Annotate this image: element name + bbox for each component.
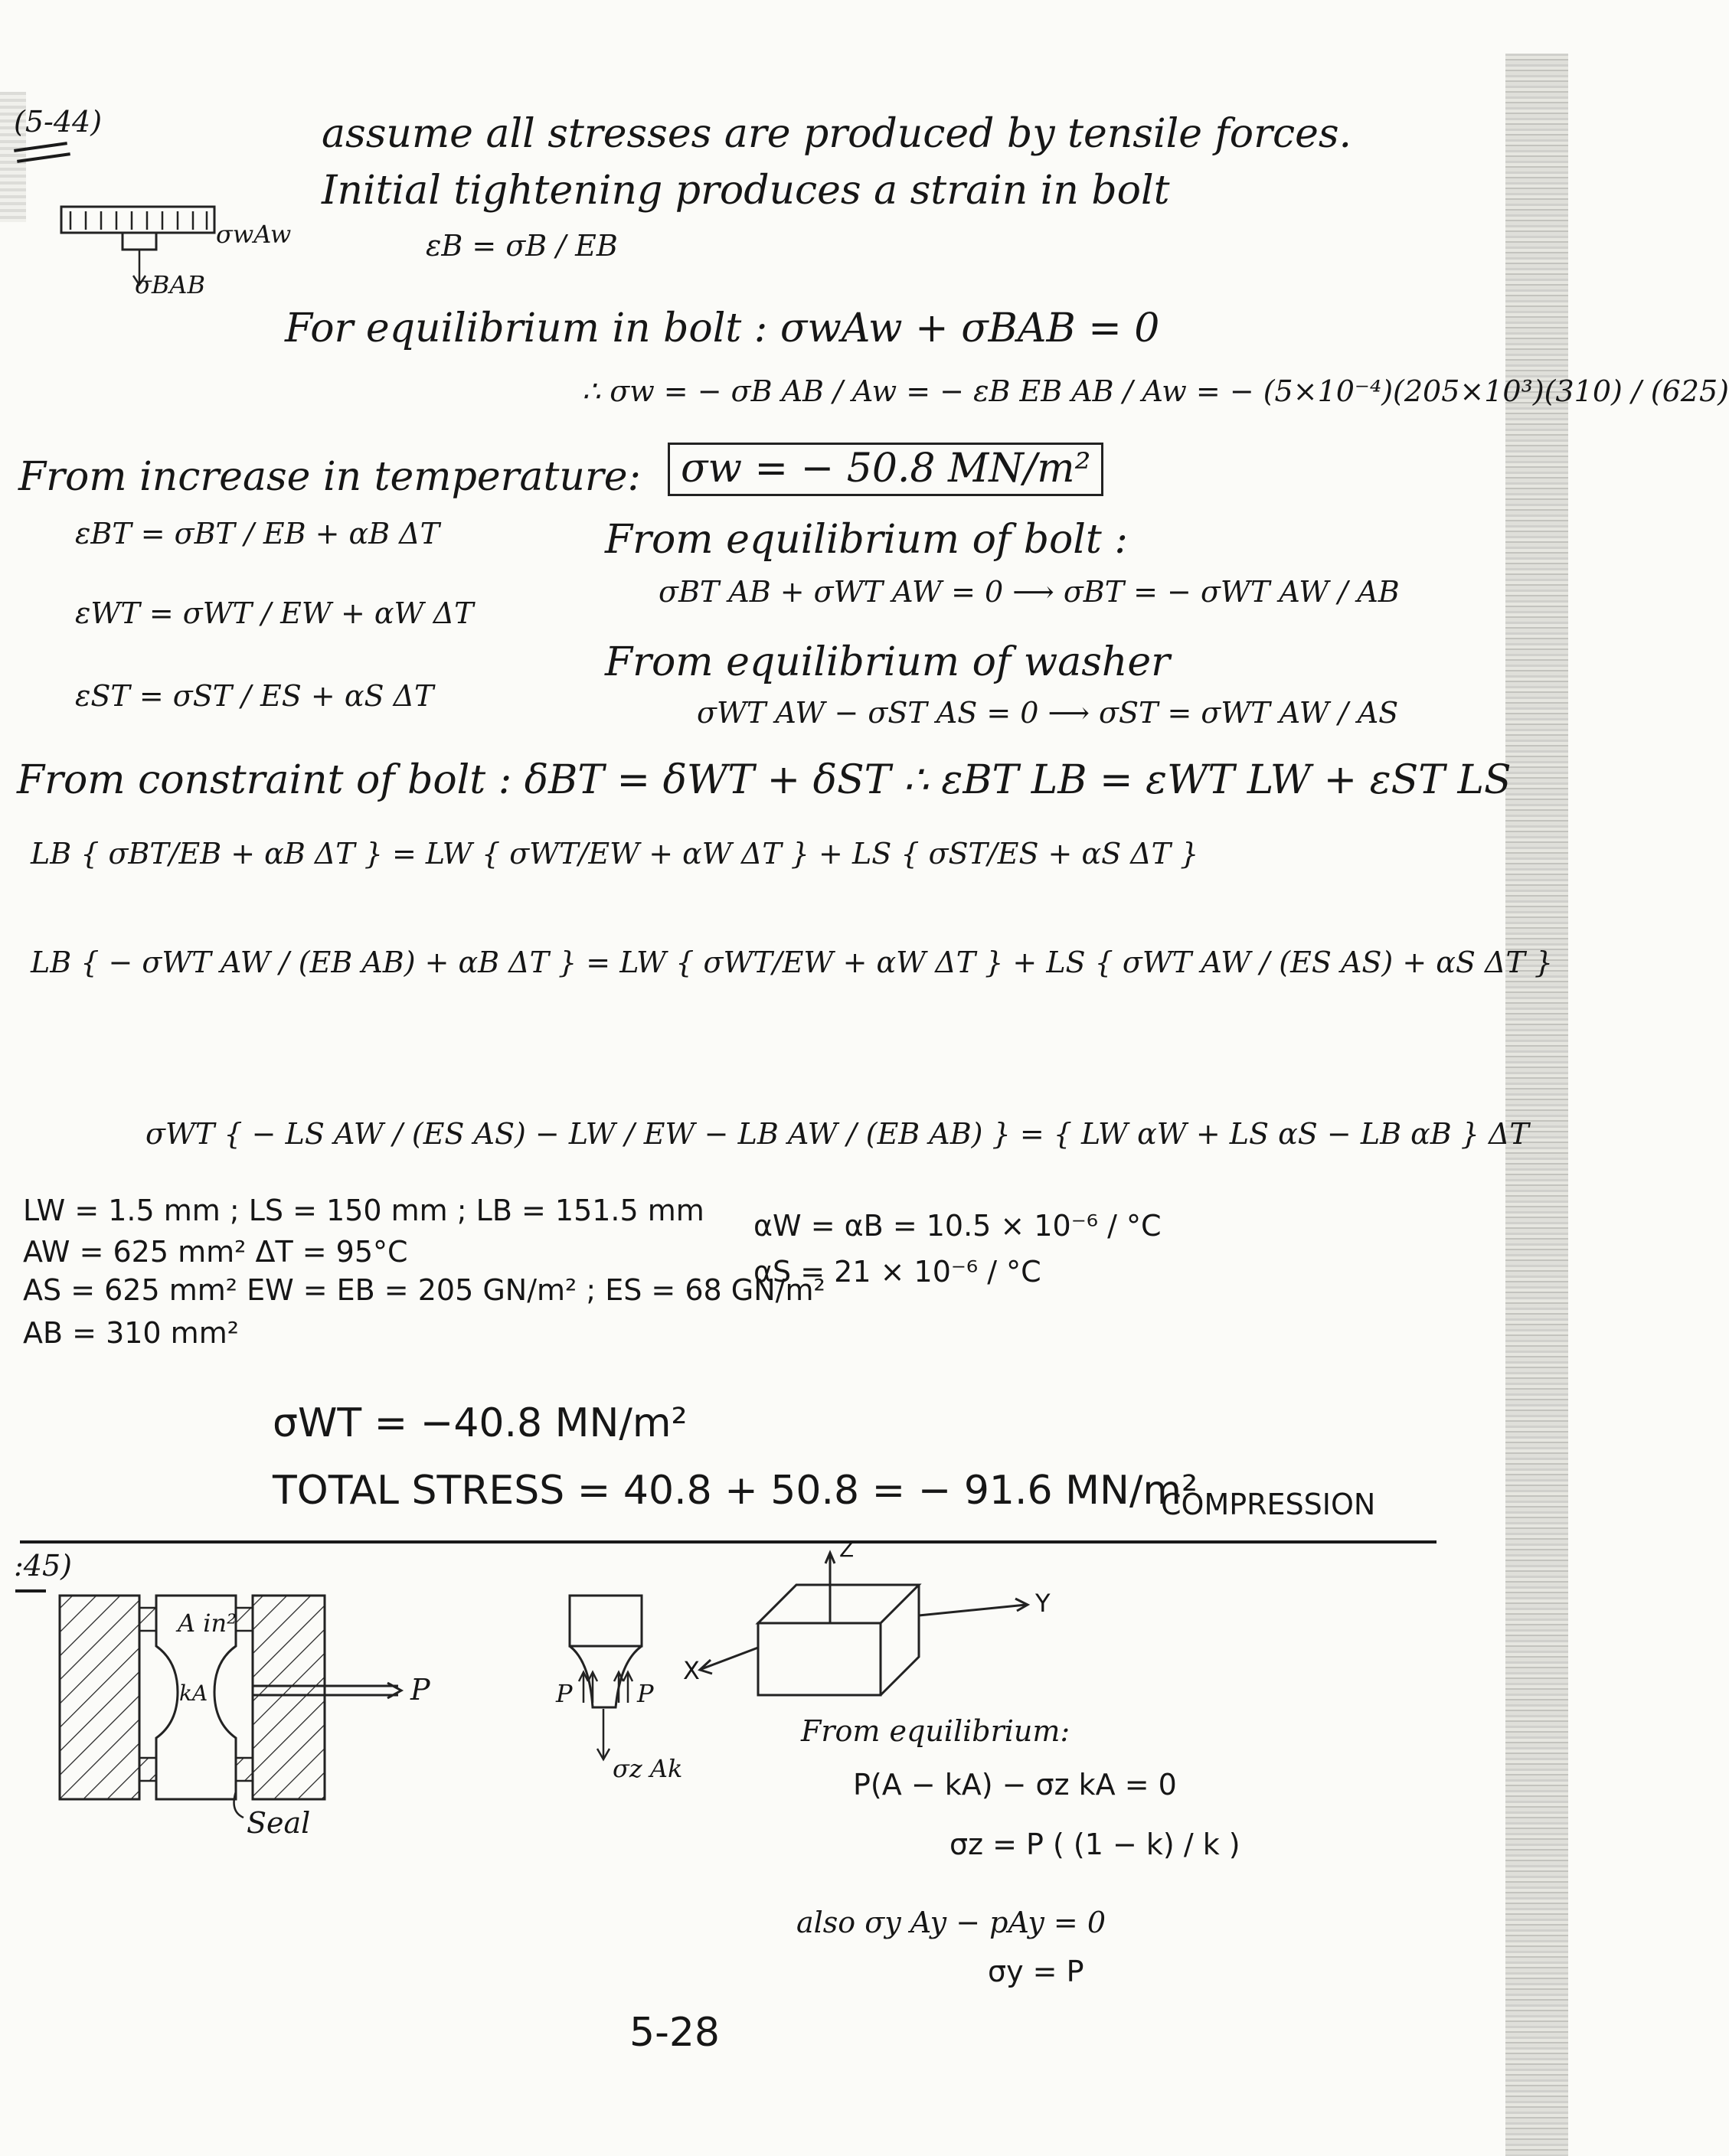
sigma-wt-result: σWT = −40.8 MN/m² xyxy=(273,1400,688,1446)
sigma-w-expression: ∴ σw = − σB AB / Aw = − εB EB AB / Aw = − (5×10⁻⁴)(205×10³)(310) / (625) xyxy=(582,374,1729,408)
fig-pressure-label: P xyxy=(410,1673,430,1707)
fig-seal-label: Seal xyxy=(247,1806,311,1840)
given-alpha-s: αS = 21 × 10⁻⁶ / °C xyxy=(753,1255,1041,1289)
sigma-w-result-box: σw = − 50.8 MN/m² xyxy=(668,443,1103,496)
bolt-equilibrium-heading: From equilibrium of bolt : xyxy=(605,517,1128,563)
given-ab: AB = 310 mm² xyxy=(23,1316,239,1350)
fbd-left-pressure: P xyxy=(556,1679,573,1708)
fig-area-label: A in² xyxy=(178,1609,237,1638)
fbd-washer-force: σwAw xyxy=(216,220,292,249)
fbd-bolt-force: σBAB xyxy=(135,270,205,299)
strain-definition: εB = σB / EB xyxy=(426,229,618,263)
axis-x-label: X xyxy=(683,1656,700,1685)
washer-equilibrium-heading: From equilibrium of washer xyxy=(605,639,1171,685)
given-alpha-w-b: αW = αB = 10.5 × 10⁻⁶ / °C xyxy=(753,1209,1162,1243)
equation-545-a: P(A − kA) − σz kA = 0 xyxy=(853,1768,1177,1802)
compatibility-equation-2: LB { − σWT AW / (EB AB) + αB ΔT } = LW { σWT/EW + αW ΔT } + LS { σWT AW / (ES AS) + αS ΔT } xyxy=(31,946,1554,979)
equation-545-c: also σy Ay − pAy = 0 xyxy=(796,1906,1106,1939)
fig-ka-label: kA xyxy=(179,1681,208,1706)
equilibrium-bolt: For equilibrium in bolt : σwAw + σBAB = 0 xyxy=(285,305,1160,351)
compression-label: COMPRESSION xyxy=(1161,1488,1376,1521)
eps-st-equation: εST = σST / ES + αS ΔT xyxy=(75,679,434,713)
eps-wt-equation: εWT = σWT / EW + αW ΔT xyxy=(75,596,474,630)
eps-bt-equation: εBT = σBT / EB + αB ΔT xyxy=(75,517,440,550)
compatibility-equation-1: LB { σBT/EB + αB ΔT } = LW { σWT/EW + αW ΔT } + LS { σST/ES + αS ΔT } xyxy=(31,837,1199,871)
fbd-bottom-force: σz Ak xyxy=(613,1754,683,1783)
compatibility-equation-3: σWT { − LS AW / (ES AS) − LW / EW − LB AW / (EB AB) } = { LW αW + LS αS − LB αB } ΔT xyxy=(145,1117,1529,1151)
given-as-moduli: AS = 625 mm² EW = EB = 205 GN/m² ; ES = 68 GN/m² xyxy=(23,1273,825,1307)
bolt-constraint: From constraint of bolt : δBT = δWT + δST ∴ εBT LB = εWT LW + εST LS xyxy=(17,757,1512,803)
axis-z-label: Z xyxy=(839,1537,855,1562)
page-number: 5-28 xyxy=(629,2010,721,2056)
intro-line-1: assume all stresses are produced by tensile forces. xyxy=(322,111,1352,157)
bolt-equilibrium-equation: σBT AB + σWT AW = 0 ⟶ σBT = − σWT AW / AB xyxy=(659,575,1400,609)
equilibrium-heading-545: From equilibrium: xyxy=(801,1714,1070,1748)
intro-line-2: Initial tightening produces a strain in bolt xyxy=(322,168,1170,214)
fbd-right-pressure: P xyxy=(637,1679,654,1708)
total-stress-result: TOTAL STRESS = 40.8 + 50.8 = − 91.6 MN/m² xyxy=(273,1468,1198,1514)
washer-equilibrium-equation: σWT AW − σST AS = 0 ⟶ σST = σWT AW / AS xyxy=(697,696,1399,730)
equation-545-b: σz = P ( (1 − k) / k ) xyxy=(949,1828,1240,1861)
problem-label-5-45: :45) xyxy=(14,1549,72,1583)
problem-label-5-44: (5-44) xyxy=(14,105,103,139)
equation-545-d: σy = P xyxy=(988,1955,1084,1988)
axis-y-label: Y xyxy=(1035,1589,1051,1618)
given-lengths: LW = 1.5 mm ; LS = 150 mm ; LB = 151.5 mm xyxy=(23,1194,704,1227)
given-aw-dt: AW = 625 mm² ΔT = 95°C xyxy=(23,1235,408,1269)
temperature-heading: From increase in temperature: xyxy=(18,454,642,500)
